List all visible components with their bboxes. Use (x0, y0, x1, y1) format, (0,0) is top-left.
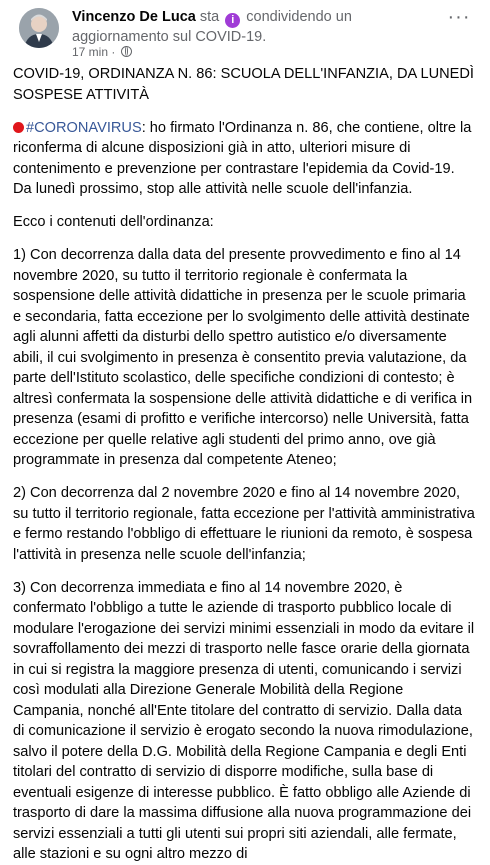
action-text: condividendo un aggiornamento sul COVID-19. (72, 9, 352, 45)
ordinance-point-3: 3) Con decorrenza immediata e fino al 14 novembre 2020, è confermato l'obbligo a tutte le aziende di trasporto pubblico locale di modulare l'erogazione dei servizi minimi essenziali in modo da evitare il sovraffollamento dei mezzi di trasporto nelle fasce orarie della giornata in cui si registra la maggiore presenza di utenti, comunicando i servizi così modulati alla Direzione Generale Mobilità della Regione Campania, nonché all'Ente titolare del contratto di servizio. Dalla data di comunicazione il servizio è erogato secondo la nuova rimodulazione, salvo il potere della D.G. Mobilità della Regione Campania e degli Enti titolari del contratto di servizio di disporre modifiche, sulla base di eventuali esigenze di interesse pubblico. È fatto obbligo alle Aziende di trasporto di dare la massima diffusione alla nuova programmazione dei servizi essenziali a tutti gli utenti sui propri siti aziendali, alle fermate, alle stazioni e su ogni altro mezzo di (13, 579, 475, 862)
post-body (13, 64, 476, 865)
more-options-icon[interactable]: ··· (447, 6, 471, 28)
post-meta (72, 45, 132, 59)
ordinance-point-1: 1) Con decorrenza dalla data del presente provvedimento e fino al 14 novembre 2020, su tutto il territorio regionale è confermata la sospensione delle attività didattiche in presenza per le scuole primaria e secondaria, fatta eccezione per lo svolgimento delle attività destinate agli alunni affetti da disturbi dello spettro autistico e/o diversamente abili, il cui svolgimento in presenza è consentito previa valutazione, da parte dell'Istituto scolastico, delle specifiche condizioni di contesto; è altresì confermata la sospensione delle attività didattiche e di verifica in presenza (esami di profitto e verifiche intercorso) nelle Università, fatta eccezione per quelle relative agli studenti del primo anno, ove già programmate in presenza dal competente Ateneo; (13, 247, 473, 468)
post-header (13, 0, 476, 64)
globe-icon[interactable] (121, 46, 132, 57)
post-timestamp[interactable]: 17 min (72, 45, 109, 59)
author-name[interactable]: Vincenzo De Luca (72, 9, 196, 25)
post-intro (13, 118, 476, 200)
meta-separator: · (111, 45, 116, 59)
action-prefix: sta (199, 9, 220, 25)
hashtag-link[interactable]: #CORONAVIRUS (26, 119, 142, 136)
contents-heading: Ecco i contenuti dell'ordinanza: (13, 214, 214, 230)
avatar-portrait-icon (19, 8, 59, 48)
post-header-text (72, 8, 442, 47)
post-title: COVID-19, ORDINANZA N. 86: SCUOLA DELL'INFANZIA, DA LUNEDÌ SOSPESE ATTIVITÀ (13, 66, 474, 103)
red-circle-icon (13, 122, 24, 133)
covid-info-icon: i (225, 13, 240, 28)
ordinance-point-2: 2) Con decorrenza dal 2 novembre 2020 e fino al 14 novembre 2020, su tutto il territorio regionale, fatta eccezione per l'attività amministrativa e fermo restando l'obbligo di effettuare le riunioni da remoto, è sospesa l'attività in presenza nelle scuole dell'infanzia; (13, 485, 475, 563)
intro-text: : ho firmato l'Ordinanza n. 86, che contiene, oltre la riconferma di alcune disposizioni già in atto, ulteriori misure di contenimento e prevenzione per contrastare l'epidemia da Covid-19. Da lunedì prossimo, stop alle attività nelle scuole dell'infanzia. (13, 119, 472, 197)
author-avatar[interactable] (19, 8, 59, 48)
